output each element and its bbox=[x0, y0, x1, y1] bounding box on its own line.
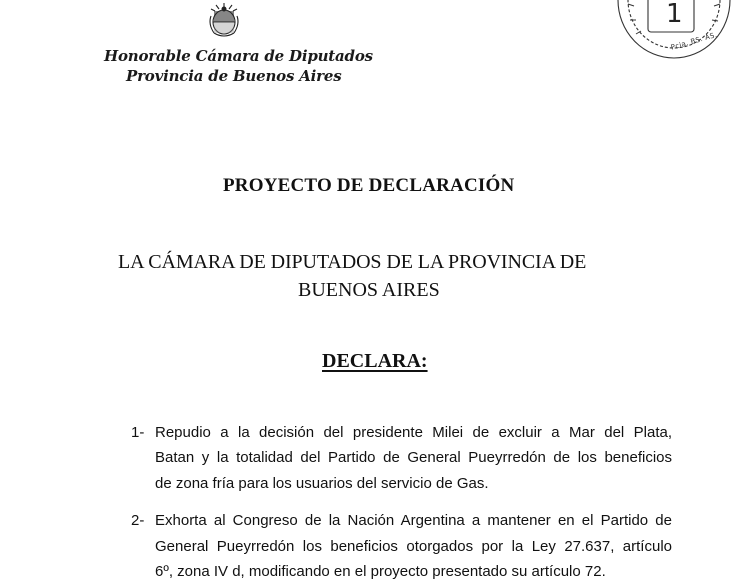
item-text-line: Exhorta al Congreso de la Nación Argentina a mantener en el Partido de bbox=[155, 512, 672, 529]
item-text-line: 6º, zona IV d, modificando en el proyecto presentado su artículo 72. bbox=[155, 563, 606, 580]
item-number: 2- bbox=[131, 512, 145, 529]
item-text-line: Batan y la totalidad del Partido de General Pueyrredón de los beneficios bbox=[155, 449, 672, 466]
declara-heading: DECLARA: bbox=[322, 350, 428, 372]
item-text-line: de zona fría para los usuarios del servicio de Gas. bbox=[155, 475, 489, 492]
item-number: 1- bbox=[131, 424, 145, 441]
item-text-line: General Pueyrredón los beneficios otorgados por la Ley 27.637, artículo bbox=[155, 538, 672, 555]
seal-text: Pcia. BS. AS. bbox=[670, 30, 719, 52]
document-title: PROYECTO DE DECLARACIÓN bbox=[223, 175, 515, 196]
chamber-heading-line2: BUENOS AIRES bbox=[298, 279, 440, 301]
folio-number: 1 bbox=[666, 0, 683, 29]
chamber-heading-line1: LA CÁMARA DE DIPUTADOS DE LA PROVINCIA DE bbox=[118, 251, 587, 273]
institution-name-line2: Provincia de Buenos Aires bbox=[126, 67, 342, 85]
institution-name-line1: Honorable Cámara de Diputados bbox=[104, 47, 373, 65]
item-text-line: Repudio a la decisión del presidente Milei de excluir a Mar del Plata, bbox=[155, 424, 672, 441]
coat-of-arms-icon bbox=[203, 2, 245, 40]
